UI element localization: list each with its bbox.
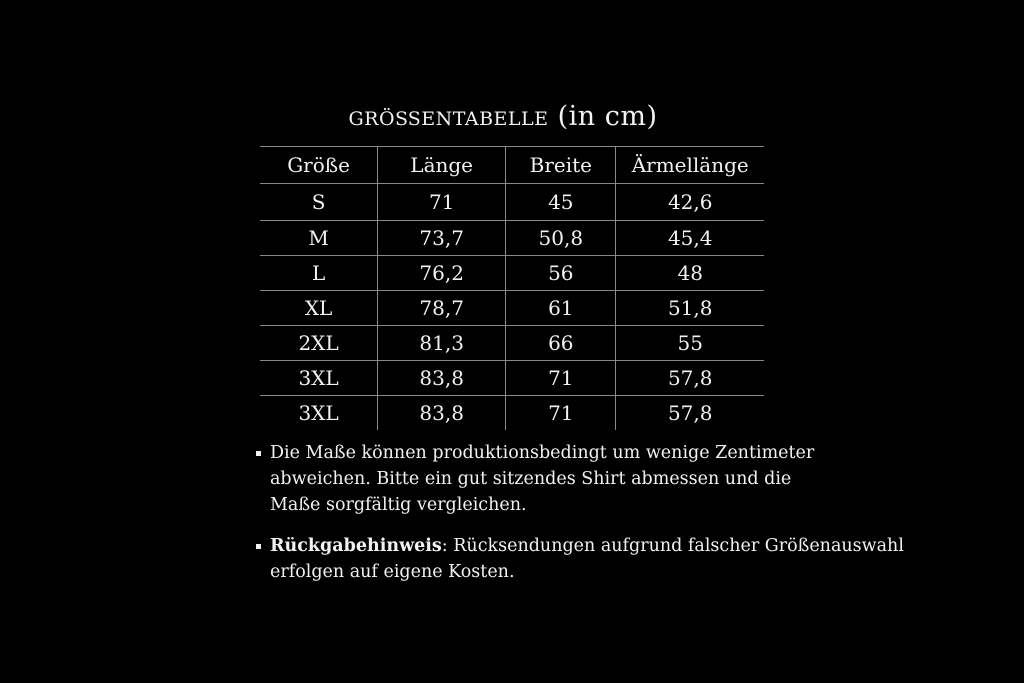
bullet-icon (256, 451, 261, 456)
return-note-label: Rückgabehinweis (270, 536, 442, 556)
header-length: Länge (378, 147, 506, 184)
cell-length: 73,7 (378, 221, 506, 256)
cell-length: 81,3 (378, 326, 506, 361)
return-note-line (270, 533, 904, 559)
cell-sleeve-length: 57,8 (616, 361, 764, 396)
cell-width: 45 (506, 184, 616, 221)
header-sleeve-length: Ärmellänge (616, 147, 764, 184)
table-row (260, 221, 764, 256)
measurement-note-line: abweichen. Bitte ein gut sitzendes Shirt abmessen und die (270, 469, 792, 489)
cell-sleeve-length: 42,6 (616, 184, 764, 221)
cell-size: S (260, 184, 378, 221)
cell-size: XL (260, 291, 378, 326)
cell-width: 61 (506, 291, 616, 326)
measurement-note-line: Die Maße können produktionsbedingt um wenige Zentimeter (270, 443, 815, 463)
cell-width: 71 (506, 361, 616, 396)
cell-size: L (260, 256, 378, 291)
measurement-note (256, 440, 816, 518)
cell-sleeve-length: 48 (616, 256, 764, 291)
table-row (260, 396, 764, 431)
table-row (260, 184, 764, 221)
return-note-text: : Rücksendungen aufgrund falscher Größenauswahl (441, 536, 904, 556)
cell-length: 76,2 (378, 256, 506, 291)
table-row (260, 326, 764, 361)
cell-length: 83,8 (378, 361, 506, 396)
cell-width: 50,8 (506, 221, 616, 256)
cell-size: M (260, 221, 378, 256)
page-title (0, 101, 1006, 132)
bullet-icon (256, 544, 261, 549)
cell-length: 83,8 (378, 396, 506, 431)
cell-length: 71 (378, 184, 506, 221)
cell-size: 3XL (260, 361, 378, 396)
table-row (260, 361, 764, 396)
cell-sleeve-length: 55 (616, 326, 764, 361)
title-unit: (in cm) (557, 101, 658, 132)
table-row (260, 291, 764, 326)
notes-section (256, 440, 904, 585)
table-header-row (260, 147, 764, 184)
cell-size: 3XL (298, 401, 339, 425)
return-note-line: erfolgen auf eigene Kosten. (270, 562, 515, 582)
return-note (256, 533, 904, 585)
cell-sleeve-length: 57,8 (616, 396, 764, 431)
cell-width: 71 (506, 396, 616, 431)
header-size: Größe (260, 147, 378, 184)
cell-sleeve-length: 45,4 (616, 221, 764, 256)
header-width: Breite (506, 147, 616, 184)
cell-sleeve-length: 51,8 (616, 291, 764, 326)
cell-length: 78,7 (378, 291, 506, 326)
size-table (260, 146, 764, 430)
table-row (260, 256, 764, 291)
title-main: größentabelle (348, 101, 549, 132)
cell-size: 2XL (260, 326, 378, 361)
cell-width: 56 (506, 256, 616, 291)
measurement-note-line: Maße sorgfältig vergleichen. (270, 495, 527, 515)
cell-width: 66 (506, 326, 616, 361)
